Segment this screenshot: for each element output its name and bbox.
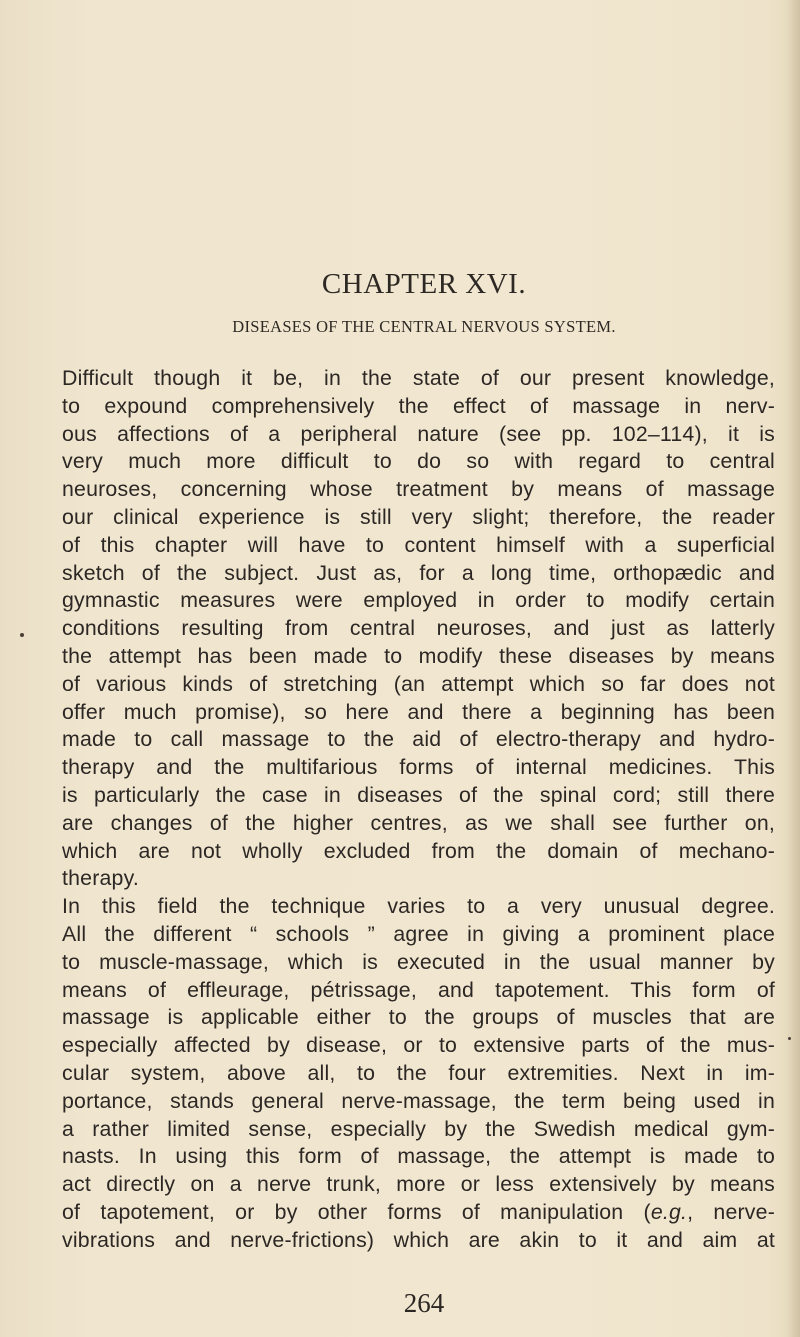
text-line: conditions resulting from central neuroses, and just as latterly — [62, 616, 775, 641]
text-segment: , nerve- — [687, 1199, 775, 1224]
text-segment: of tapotement, or by other forms of manipulation ( — [62, 1199, 651, 1224]
italic-abbreviation: e.g. — [650, 1199, 688, 1224]
text-line: nasts. In using this form of massage, the attempt is made to — [62, 1144, 775, 1169]
paper-speck — [788, 1037, 791, 1040]
text-line: to muscle-massage, which is executed in the usual manner by — [62, 949, 775, 974]
text-line: to expound comprehensively the effect of massage in nerv- — [62, 393, 775, 418]
text-line: portance, stands general nerve-massage, the term being used in — [62, 1088, 775, 1113]
text-line: a rather limited sense, especially by the Swedish medical gym- — [62, 1116, 775, 1141]
text-line: Difficult though it be, in the state of our present knowledge, — [62, 366, 775, 390]
text-line: very much more difficult to do so with regard to central — [62, 449, 775, 474]
text-line: especially affected by disease, or to extensive parts of the mus- — [62, 1033, 775, 1058]
text-line: is particularly the case in diseases of the spinal cord; still there — [62, 782, 775, 807]
text-line: sketch of the subject. Just as, for a long time, orthopædic and — [62, 560, 775, 585]
page-number: 264 — [403, 1288, 445, 1318]
text-line: cular system, above all, to the four extremities. Next in im- — [62, 1060, 775, 1085]
text-line: neuroses, concerning whose treatment by means of massage — [62, 477, 775, 502]
text-line: therapy. — [62, 866, 139, 891]
text-line: made to call massage to the aid of electro-therapy and hydro- — [62, 727, 775, 752]
section-title: DISEASES OF THE CENTRAL NERVOUS SYSTEM. — [232, 317, 616, 336]
paper-speck — [20, 633, 24, 637]
text-line: our clinical experience is still very slight; therefore, the reader — [62, 504, 775, 529]
text-line: In this field the technique varies to a very unusual degree. — [62, 894, 775, 919]
chapter-title: CHAPTER XVI. — [321, 268, 527, 300]
text-line: of this chapter will have to content himself with a superficial — [62, 532, 775, 557]
text-line: gymnastic measures were employed in order to modify certain — [62, 588, 775, 613]
text-line: vibrations and nerve-frictions) which are akin to it and aim at — [62, 1227, 775, 1252]
text-line: act directly on a nerve trunk, more or less extensively by means — [62, 1172, 775, 1197]
text-line: ous affections of a peripheral nature (see pp. 102–114), it is — [62, 421, 775, 446]
text-line-with-italic — [62, 1199, 775, 1227]
text-line: massage is applicable either to the groups of muscles that are — [62, 1005, 775, 1030]
text-line: are changes of the higher centres, as we shall see further on, — [62, 810, 775, 835]
text-line: All the different “ schools ” agree in giving a prominent place — [62, 921, 775, 946]
text-line: therapy and the multifarious forms of internal medicines. This — [62, 755, 775, 780]
text-line: means of effleurage, pétrissage, and tapotement. This form of — [62, 977, 775, 1002]
text-line: offer much promise), so here and there a beginning has been — [62, 699, 775, 724]
page-edge-shadow — [786, 0, 800, 1337]
body-text — [62, 365, 775, 1255]
text-line: of various kinds of stretching (an attempt which so far does not — [62, 671, 775, 696]
text-line: the attempt has been made to modify these diseases by means — [62, 643, 775, 668]
text-line: which are not wholly excluded from the domain of mechano- — [62, 838, 775, 863]
